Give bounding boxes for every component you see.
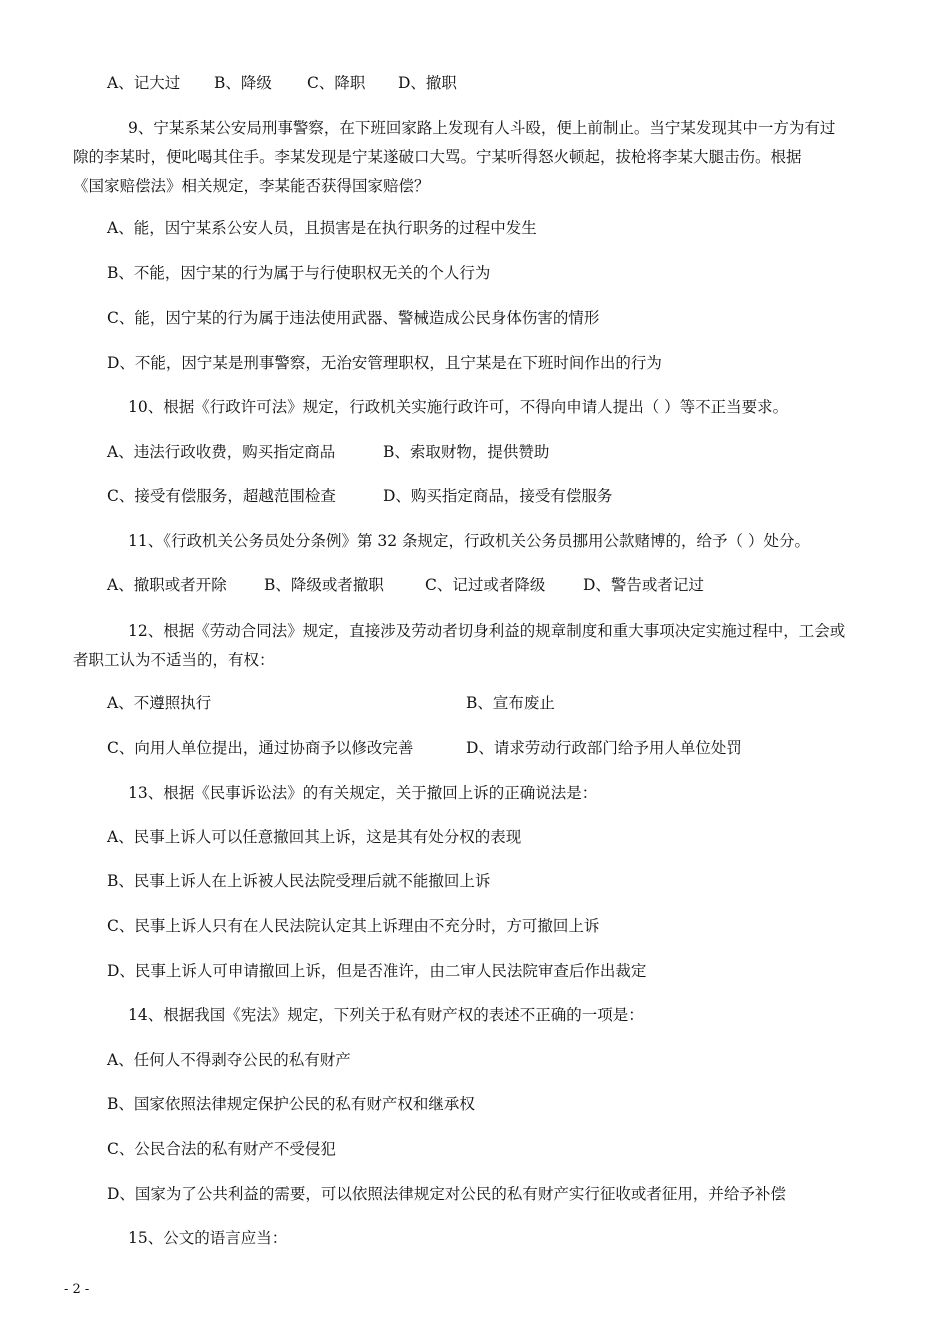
- q8-option-a: A、记大过: [107, 74, 181, 92]
- page-number: - 2 -: [64, 1282, 90, 1297]
- q14-option-a: A、任何人不得剥夺公民的私有财产: [107, 1051, 351, 1069]
- q10-option-b: B、索取财物，提供赞助: [383, 443, 550, 461]
- q9-option-b: B、不能，因宁某的行为属于与行使职权无关的个人行为: [107, 264, 491, 282]
- q9-option-a: A、能，因宁某系公安人员，且损害是在执行职务的过程中发生: [107, 219, 537, 237]
- q14-option-b: B、国家依照法律规定保护公民的私有财产权和继承权: [107, 1095, 475, 1113]
- q9-option-d: D、不能，因宁某是刑事警察，无治安管理职权，且宁某是在下班时间作出的行为: [107, 354, 662, 372]
- q12-option-b: B、宣布废止: [466, 694, 555, 712]
- q8-option-c: C、降职: [307, 74, 366, 92]
- q9-line-2: 隙的李某时，便叱喝其住手。李某发现是宁某遂破口大骂。宁某听得怒火顿起，拔枪将李某大腿击伤。根据: [73, 148, 802, 166]
- q12-option-d: D、请求劳动行政部门给予用人单位处罚: [466, 739, 742, 757]
- q13-option-c: C、民事上诉人只有在人民法院认定其上诉理由不充分时，方可撤回上诉: [107, 917, 600, 935]
- q14-text: 14、根据我国《宪法》规定，下列关于私有财产权的表述不正确的一项是：: [128, 1006, 644, 1024]
- q15-text: 15、公文的语言应当：: [128, 1229, 288, 1247]
- q9-line-1: 9、宁某系某公安局刑事警察，在下班回家路上发现有人斗殴，便上前制止。当宁某发现其中一方为有过: [128, 119, 836, 137]
- q8-option-d: D、撤职: [398, 74, 457, 92]
- q11-option-d: D、警告或者记过: [583, 576, 704, 594]
- q10-option-c: C、接受有偿服务，超越范围检查: [107, 487, 336, 505]
- q10-option-d: D、购买指定商品，接受有偿服务: [383, 487, 613, 505]
- q8-option-b: B、降级: [214, 74, 272, 92]
- q11-option-b: B、降级或者撤职: [264, 576, 384, 594]
- q13-option-b: B、民事上诉人在上诉被人民法院受理后就不能撤回上诉: [107, 872, 491, 890]
- q12-option-a: A、不遵照执行: [107, 694, 212, 712]
- q10-option-a: A、违法行政收费，购买指定商品: [107, 443, 336, 461]
- q11-option-a: A、撤职或者开除: [107, 576, 227, 594]
- q13-option-a: A、民事上诉人可以任意撤回其上诉，这是其有处分权的表现: [107, 828, 522, 846]
- q13-text: 13、根据《民事诉讼法》的有关规定，关于撤回上诉的正确说法是：: [128, 784, 598, 802]
- q12-line-1: 12、根据《劳动合同法》规定，直接涉及劳动者切身利益的规章制度和重大事项决定实施过程中，工会或: [128, 622, 846, 640]
- q14-option-d: D、国家为了公共利益的需要，可以依照法律规定对公民的私有财产实行征收或者征用，并给予补偿: [107, 1185, 786, 1203]
- q9-line-3: 《国家赔偿法》相关规定，李某能否获得国家赔偿？: [73, 177, 430, 195]
- q9-option-c: C、能，因宁某的行为属于违法使用武器、警械造成公民身体伤害的情形: [107, 309, 600, 327]
- q11-option-c: C、记过或者降级: [425, 576, 546, 594]
- q13-option-d: D、民事上诉人可申请撤回上诉，但是否准许，由二审人民法院审查后作出裁定: [107, 962, 647, 980]
- q14-option-c: C、公民合法的私有财产不受侵犯: [107, 1140, 336, 1158]
- q11-text: 11、《行政机关公务员处分条例》第 32 条规定，行政机关公务员挪用公款赌博的，给予（ ）处分。: [128, 532, 810, 550]
- q12-option-c: C、向用人单位提出，通过协商予以修改完善: [107, 739, 414, 757]
- q10-text: 10、根据《行政许可法》规定，行政机关实施行政许可，不得向申请人提出（ ）等不正当要求。: [128, 398, 789, 416]
- q12-line-2: 者职工认为不适当的，有权：: [73, 651, 275, 669]
